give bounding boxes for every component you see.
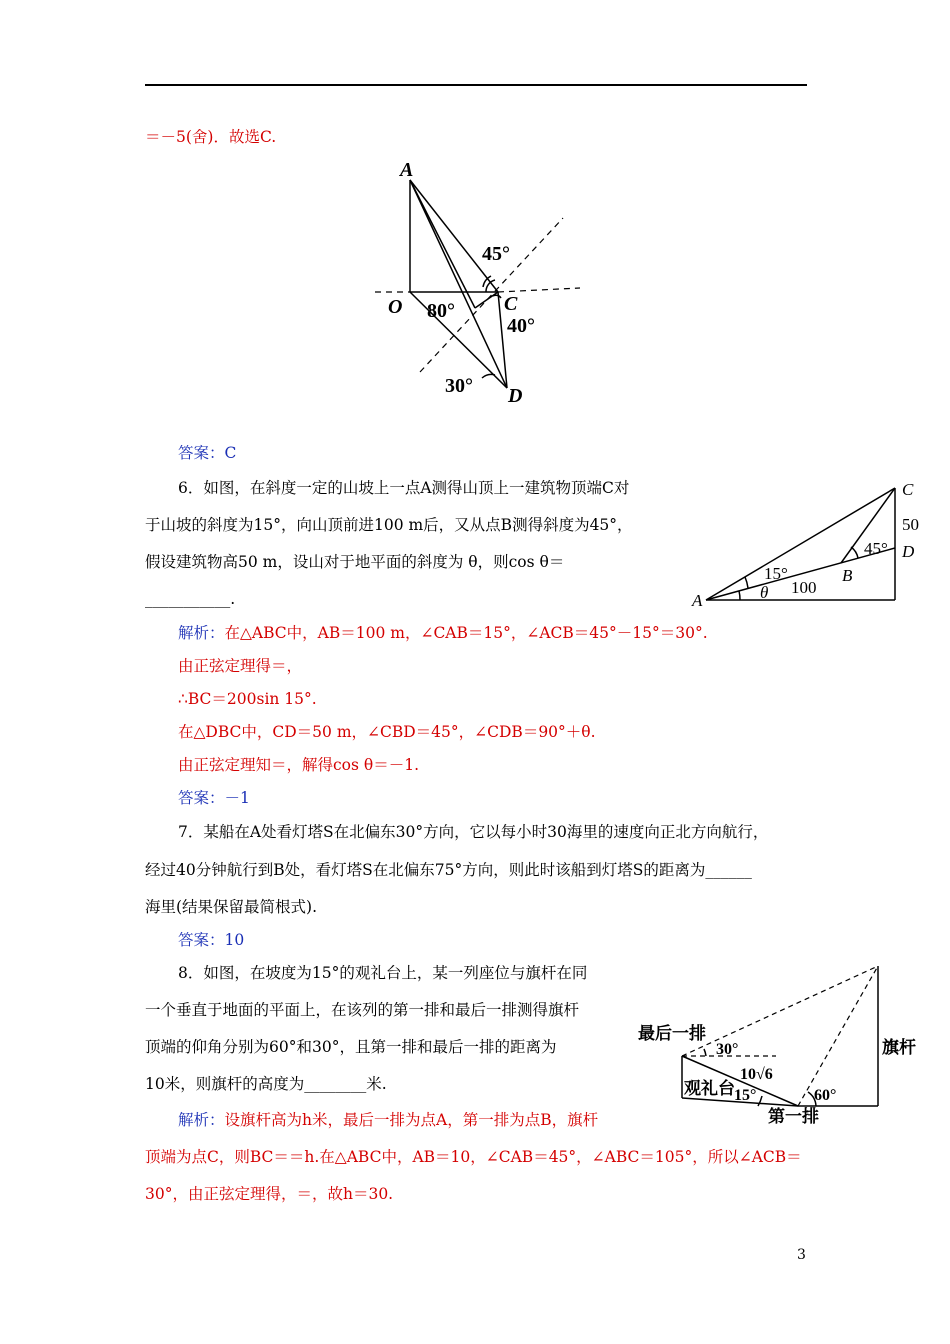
fig1-label-C: C [504,293,518,315]
figure-2-slope [688,478,928,610]
fig2-dist-100: 100 [791,578,817,597]
fig3-angle-60: 60° [814,1087,837,1104]
fig2-label-A: A [692,591,703,610]
answer-6: 答案：－1 [178,789,250,807]
s6-line4: 在△DBC中，CD＝50 m，∠CBD＝45°，∠CDB＝90°＋θ. [178,723,596,741]
fig2-label-C: C [902,480,914,499]
s6-label: 解析： [178,624,225,642]
figure-3-flagpole [638,958,928,1128]
fig1-angle-30: 30° [445,375,473,397]
q7-line2: 经过40分钟航行到B处，看灯塔S在北偏东75°方向，则此时该船到灯塔S的距离为______ [145,861,752,879]
fig3-flagpole: 旗杆 [882,1038,916,1057]
q8-line1: 8．如图，在坡度为15°的观礼台上，某一列座位与旗杆在同 [178,964,588,982]
answer-5: 答案：C [178,444,237,462]
answer-7: 答案：10 [178,931,245,949]
fig1-label-D: D [508,385,523,405]
page-number: 3 [797,1247,806,1263]
q8-line2: 一个垂直于地面的平面上，在该列的第一排和最后一排测得旗杆 [145,1001,580,1019]
s8-line3: 30°，由正弦定理得，＝，故h＝30. [145,1185,394,1203]
fig1-angle-80: 80° [427,300,455,322]
s8-line1-text: 设旗杆高为h米，最后一排为点A，第一排为点B，旗杆 [224,1111,599,1129]
q6-line1: 6．如图，在斜度一定的山坡上一点A测得山顶上一建筑物顶端C对 [178,479,630,497]
fig3-angle-30: 30° [716,1041,739,1058]
fig2-theta: θ [760,583,769,602]
fig2-label-D: D [902,542,915,561]
fig2-label-B: B [842,566,853,585]
fig1-angle-45: 45° [482,243,510,265]
q6-line3: 假设建筑物高50 m，设山对于地平面的斜度为 θ，则cos θ＝ [145,553,565,571]
q6-blank: ___________. [145,590,236,608]
header-rule [145,84,807,86]
s8-label: 解析： [178,1111,225,1129]
q8-line3: 顶端的仰角分别为60°和30°，且第一排和最后一排的距离为 [145,1038,557,1056]
q7-line1: 7．某船在A处看灯塔S在北偏东30°方向，它以每小时30海里的速度向正北方向航行， [178,823,769,841]
s6-line3: ∴BC＝200sin 15°. [178,690,317,708]
fig1-label-A: A [400,159,414,181]
fig2-angle-15: 15° [764,564,788,583]
s8-line1 [178,1110,598,1130]
s6-line1-text: 在△ABC中，AB＝100 m，∠CAB＝15°，∠ACB＝45°－15°＝30°. [224,624,708,642]
fig2-angle-45: 45° [864,539,888,558]
q8-line4: 10米，则旗杆的高度为________米. [145,1075,387,1093]
s6-line1 [178,623,708,643]
fig2-height-50: 50 [902,515,919,534]
s6-line5: 由正弦定理知＝，解得cos θ＝－1. [178,756,420,774]
s8-line2: 顶端为点C，则BC＝＝h.在△ABC中，AB＝10，∠CAB＝45°，∠ABC＝105°，所以∠ACB＝ [145,1148,802,1166]
s6-line2: 由正弦定理得＝， [178,657,303,675]
fig3-last-row: 最后一排 [638,1024,706,1043]
q6-line2: 于山坡的斜度为15°，向山顶前进100 m后，又从点B测得斜度为45°， [145,516,633,534]
fig3-angle-15: 15° [734,1087,757,1104]
fig3-distance: 10√6 [740,1066,773,1083]
fig3-first-row: 第一排 [768,1107,819,1126]
prev-solution-end: ＝－5(舍)．故选C. [145,128,277,146]
figure-1-pyramid [370,150,590,405]
fig3-platform: 观礼台 [684,1079,735,1098]
fig1-angle-40: 40° [507,315,535,337]
fig1-label-O: O [388,296,403,318]
q7-line3: 海里(结果保留最简根式). [145,898,318,916]
